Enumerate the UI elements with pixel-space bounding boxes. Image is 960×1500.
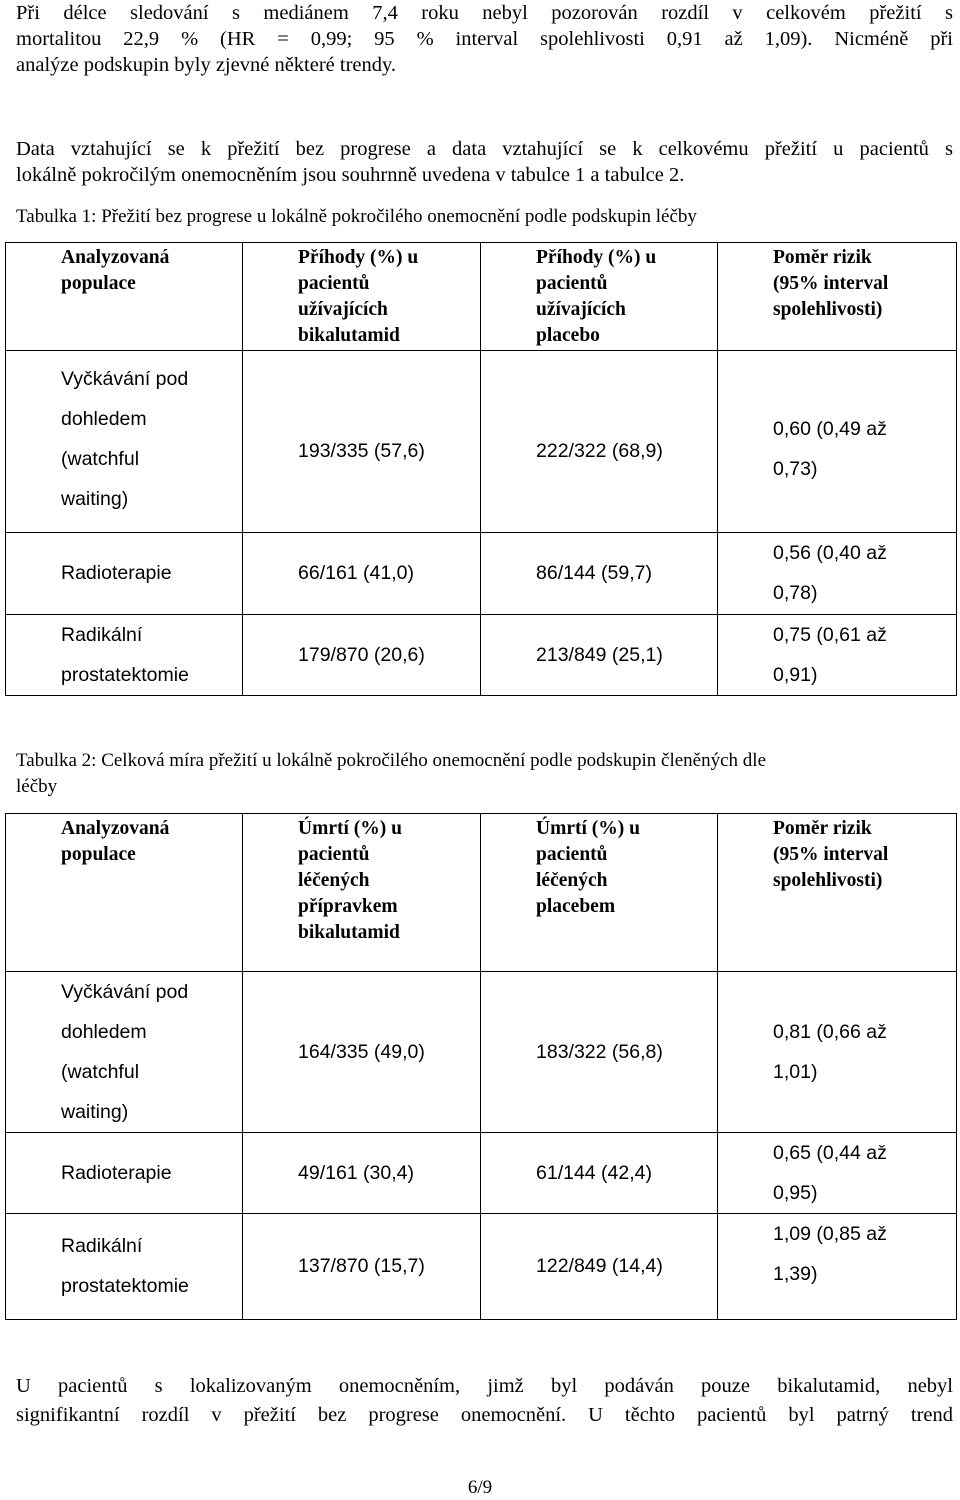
- table1-header-bicalutamide: Příhody (%) u pacientů užívajících bikalutamid: [243, 243, 481, 351]
- table1-bicalutamide-cell: 193/335 (57,6): [243, 351, 481, 533]
- table1-hr-cell: 0,75 (0,61 až 0,91): [718, 615, 957, 696]
- table2-placebo-cell: 61/144 (42,4): [481, 1133, 718, 1214]
- closing-line: signifikantní rozdíl v přežití bez progrese onemocnění. U těchto pacientů byl patrný trend: [16, 1404, 953, 1426]
- table2-bicalutamide-cell: 164/335 (49,0): [243, 972, 481, 1133]
- intro-line: mortalitou 22,9 % (HR = 0,99; 95 % interval spolehlivosti 0,91 až 1,09). Nicméně při: [16, 28, 953, 50]
- table2: [5, 813, 957, 1320]
- table1-header-placebo: Příhody (%) u pacientů užívajících placebo: [481, 243, 718, 351]
- table2-population-cell: Vyčkávání pod dohledem (watchful waiting): [6, 972, 243, 1133]
- closing-line: U pacientů s lokalizovaným onemocněním, jimž byl podáván pouze bikalutamid, nebyl: [16, 1375, 953, 1397]
- table1-population-cell: Radikální prostatektomie: [6, 615, 243, 696]
- data-line: lokálně pokročilým onemocněním jsou souhrnně uvedena v tabulce 1 a tabulce 2.: [16, 164, 685, 186]
- table-row: [6, 1214, 957, 1320]
- table2-placebo-cell: 122/849 (14,4): [481, 1214, 718, 1320]
- table2-bicalutamide-cell: 137/870 (15,7): [243, 1214, 481, 1320]
- table1-placebo-cell: 222/322 (68,9): [481, 351, 718, 533]
- table-row: [6, 351, 957, 533]
- table1-hr-cell: 0,60 (0,49 až 0,73): [718, 351, 957, 533]
- table1-hr-cell: 0,56 (0,40 až 0,78): [718, 533, 957, 615]
- table2-placebo-cell: 183/322 (56,8): [481, 972, 718, 1133]
- table2-header-placebo: Úmrtí (%) u pacientů léčených placebem: [481, 814, 718, 972]
- table2-caption: Tabulka 2: Celková míra přežití u lokálně pokročilého onemocnění podle podskupin členěných dle léčby: [16, 750, 767, 797]
- page-number: 6/9: [467, 1477, 493, 1498]
- data-paragraph: [16, 136, 953, 188]
- closing-paragraph: [16, 1372, 953, 1430]
- table2-hr-cell: 1,09 (0,85 až 1,39): [718, 1214, 957, 1320]
- table2-header-population: Analyzovaná populace: [6, 814, 243, 972]
- table1-header-population: Analyzovaná populace: [6, 243, 243, 351]
- table2-header-row: [6, 814, 957, 972]
- table1-header-hr: Poměr rizik (95% interval spolehlivosti): [718, 243, 957, 351]
- table2-hr-cell: 0,81 (0,66 až 1,01): [718, 972, 957, 1133]
- table-row: [6, 972, 957, 1133]
- table-row: [6, 615, 957, 696]
- intro-line: Při délce sledování s mediánem 7,4 roku nebyl pozorován rozdíl v celkovém přežití s: [16, 2, 953, 24]
- table-row: [6, 533, 957, 615]
- table1-population-cell: Radioterapie: [6, 533, 243, 615]
- intro-line: analýze podskupin byly zjevné některé trendy.: [16, 54, 397, 76]
- table1-bicalutamide-cell: 66/161 (41,0): [243, 533, 481, 615]
- table1: [5, 242, 957, 696]
- table1-caption: Tabulka 1: Přežití bez progrese u lokálně pokročilého onemocnění podle podskupin léčby: [16, 206, 697, 227]
- table1-header-row: [6, 243, 957, 351]
- table1-bicalutamide-cell: 179/870 (20,6): [243, 615, 481, 696]
- table2-header-bicalutamide: Úmrtí (%) u pacientů léčených přípravkem bikalutamid: [243, 814, 481, 972]
- table1-placebo-cell: 213/849 (25,1): [481, 615, 718, 696]
- table1-population-cell: Vyčkávání pod dohledem (watchful waiting): [6, 351, 243, 533]
- table2-population-cell: Radikální prostatektomie: [6, 1214, 243, 1320]
- table2-population-cell: Radioterapie: [6, 1133, 243, 1214]
- table2-hr-cell: 0,65 (0,44 až 0,95): [718, 1133, 957, 1214]
- table2-header-hr: Poměr rizik (95% interval spolehlivosti): [718, 814, 957, 972]
- intro-paragraph: [16, 0, 953, 78]
- table-row: [6, 1133, 957, 1214]
- data-line: Data vztahující se k přežití bez progrese a data vztahující se k celkovému přežití u pacientů s: [16, 138, 953, 160]
- table1-placebo-cell: 86/144 (59,7): [481, 533, 718, 615]
- table2-bicalutamide-cell: 49/161 (30,4): [243, 1133, 481, 1214]
